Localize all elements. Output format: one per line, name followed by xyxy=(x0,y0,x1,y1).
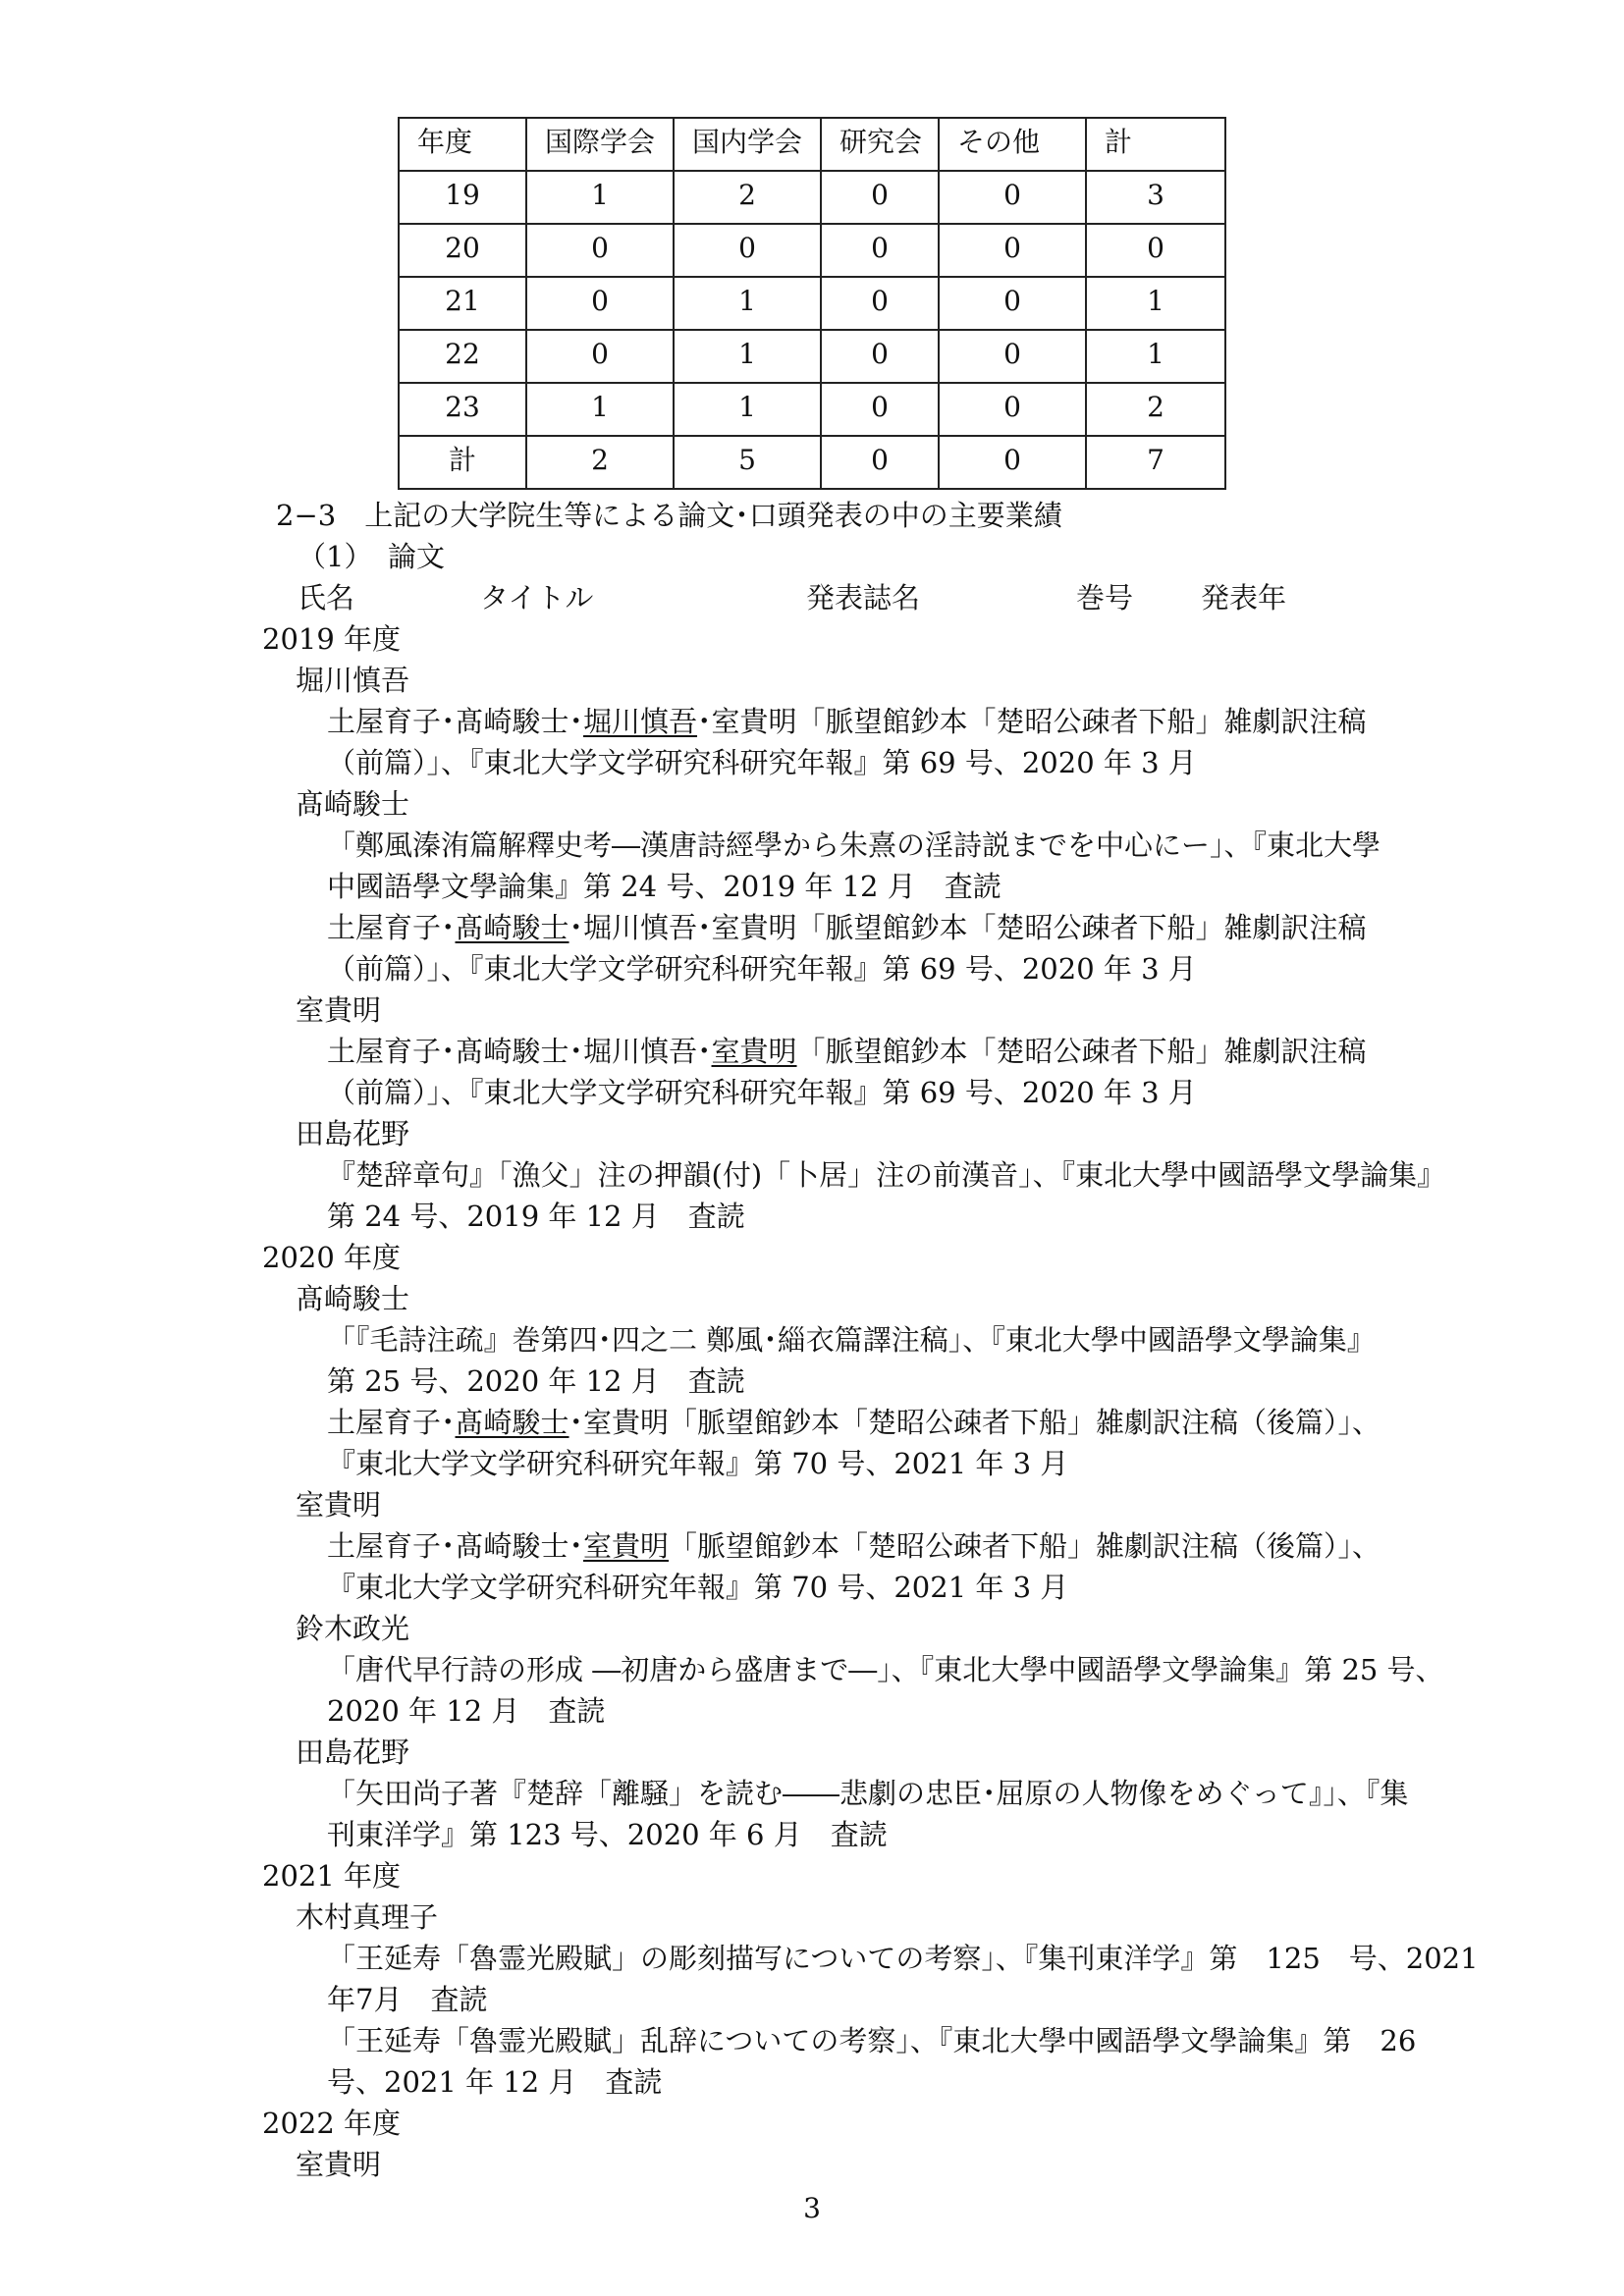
paper-entry: 「唐代早行詩の形成 ―初唐から盛唐まで―」、『東北大學中國語學文學論集』第 25 号、 xyxy=(327,1653,1444,1686)
table-row xyxy=(399,383,1225,436)
count-cell: 1 xyxy=(674,277,821,330)
author-underline: 髙崎駿士 xyxy=(455,911,569,944)
count-cell: 0 xyxy=(821,383,939,436)
author-underline: 室貴明 xyxy=(711,1035,797,1068)
paper-entry: 土屋育子･髙崎駿士･室貴明「脈望館鈔本「楚昭公疎者下船」雑劇訳注稿（後篇）」、 xyxy=(327,1406,1381,1439)
table-row xyxy=(399,277,1225,330)
count-cell: 0 xyxy=(674,224,821,277)
paper-entry: 土屋育子･髙崎駿士･室貴明「脈望館鈔本「楚昭公疎者下船」雑劇訳注稿（後篇）」、 xyxy=(327,1529,1381,1563)
author-name: 室貴明 xyxy=(296,993,382,1027)
paper-entry-cont: （前篇）」、『東北大学文学研究科研究年報』第 69 号、2020 年 3 月 xyxy=(327,952,1197,986)
col-journal: 発表誌名 xyxy=(806,581,921,614)
count-cell: 0 xyxy=(821,277,939,330)
count-cell: 0 xyxy=(821,171,939,224)
paper-entry: 「鄭風溱洧篇解釋史考―漢唐詩經學から朱熹の淫詩説までを中心にー」、『東北大學 xyxy=(327,828,1381,862)
subsection-heading xyxy=(0,536,1624,577)
count-cell: 5 xyxy=(674,436,821,489)
paper-entry: 土屋育子･髙崎駿士･堀川慎吾･室貴明「脈望館鈔本「楚昭公疎者下船」雑劇訳注稿 xyxy=(327,911,1367,944)
col-title: タイトル xyxy=(480,581,594,614)
count-cell: 1 xyxy=(1086,277,1225,330)
author-name: 堀川慎吾 xyxy=(296,664,410,697)
paper-entry: 「『毛詩注疏』巻第四･四之二 鄭風･緇衣篇譯注稿」、『東北大學中國語學文學論集』 xyxy=(327,1323,1376,1357)
count-cell: 0 xyxy=(939,436,1086,489)
subsection-label: 論文 xyxy=(388,540,446,573)
paper-entry: 土屋育子･髙崎駿士･堀川慎吾･室貴明「脈望館鈔本「楚昭公疎者下船」雑劇訳注稿 xyxy=(327,1035,1367,1068)
paper-entry-cont: 2020 年 12 月 査読 xyxy=(327,1694,606,1728)
count-cell: 1 xyxy=(526,383,674,436)
paper-entry-cont: （前篇）」、『東北大学文学研究科研究年報』第 69 号、2020 年 3 月 xyxy=(327,1076,1197,1109)
count-cell: 0 xyxy=(526,277,674,330)
year-heading: 2020 年度 xyxy=(262,1241,402,1274)
year-cell: 計 xyxy=(399,436,526,489)
author-name: 室貴明 xyxy=(296,2148,382,2181)
paper-entry-cont: 年7月 査読 xyxy=(327,1983,488,2016)
count-cell: 0 xyxy=(526,330,674,383)
author-name: 木村真理子 xyxy=(296,1900,439,1934)
author-underline: 堀川慎吾 xyxy=(583,705,698,738)
count-cell: 1 xyxy=(674,330,821,383)
col-year: 発表年 xyxy=(1201,581,1287,614)
count-cell: 1 xyxy=(674,383,821,436)
count-cell: 2 xyxy=(526,436,674,489)
year-cell: 23 xyxy=(399,383,526,436)
paper-entry-cont: 中國語學文學論集』第 24 号、2019 年 12 月 査読 xyxy=(327,870,1001,903)
count-cell: 0 xyxy=(939,224,1086,277)
main-content xyxy=(0,495,1624,2185)
table-header-row xyxy=(399,118,1225,171)
presentation-count-table xyxy=(398,117,1226,490)
subsection-number: （1） xyxy=(298,540,373,573)
table-row xyxy=(399,171,1225,224)
count-cell: 1 xyxy=(1086,330,1225,383)
paper-entry-cont: 『東北大学文学研究科研究年報』第 70 号、2021 年 3 月 xyxy=(327,1571,1069,1604)
section-title: 2−3 上記の大学院生等による論文･口頭発表の中の主要業績 xyxy=(276,499,1062,532)
count-cell: 1 xyxy=(526,171,674,224)
count-cell: 0 xyxy=(526,224,674,277)
table-header-cell: 年度 xyxy=(399,118,526,171)
count-cell: 0 xyxy=(821,436,939,489)
count-cell: 2 xyxy=(674,171,821,224)
count-cell: 0 xyxy=(939,277,1086,330)
count-cell: 0 xyxy=(821,224,939,277)
paper-entry-cont: 第 25 号、2020 年 12 月 査読 xyxy=(327,1364,745,1398)
author-name: 室貴明 xyxy=(296,1488,382,1522)
table-row xyxy=(399,330,1225,383)
paper-entry: 土屋育子･髙崎駿士･堀川慎吾･室貴明「脈望館鈔本「楚昭公疎者下船」雑劇訳注稿 xyxy=(327,705,1367,738)
author-underline: 室貴明 xyxy=(583,1529,670,1563)
table-header-cell: 国内学会 xyxy=(674,118,821,171)
paper-entry-cont: 『東北大学文学研究科研究年報』第 70 号、2021 年 3 月 xyxy=(327,1447,1069,1480)
count-cell: 0 xyxy=(939,383,1086,436)
year-cell: 21 xyxy=(399,277,526,330)
year-heading: 2021 年度 xyxy=(262,1859,402,1893)
col-volume: 巻号 xyxy=(1076,581,1134,614)
count-cell: 0 xyxy=(821,330,939,383)
page-number: 3 xyxy=(803,2192,821,2224)
table-header-cell: 計 xyxy=(1086,118,1225,171)
paper-entry-cont: 号、2021 年 12 月 査読 xyxy=(327,2065,663,2099)
paper-entry: 『楚辞章句』「漁父」注の押韻(付)「卜居」注の前漢音」、『東北大學中國語學文學論集』 xyxy=(327,1158,1446,1192)
count-cell: 0 xyxy=(1086,224,1225,277)
paper-entry: 「王延寿「魯霊光殿賦」乱辞についての考察」、『東北大學中國語學文學論集』第 26 xyxy=(327,2024,1417,2057)
paper-entry-cont: 刊東洋学』第 123 号、2020 年 6 月 査読 xyxy=(327,1818,888,1851)
year-cell: 22 xyxy=(399,330,526,383)
author-underline: 髙崎駿士 xyxy=(455,1406,569,1439)
table-header-cell: 研究会 xyxy=(821,118,939,171)
author-name: 髙崎駿士 xyxy=(296,787,410,821)
author-name: 髙崎駿士 xyxy=(296,1282,410,1315)
year-heading: 2019 年度 xyxy=(262,622,402,656)
count-cell: 3 xyxy=(1086,171,1225,224)
table-row xyxy=(399,224,1225,277)
paper-entry: 「王延寿「魯霊光殿賦」の彫刻描写についての考察」、『集刊東洋学』第 125 号、2021 xyxy=(327,1942,1479,1975)
table-header-cell: その他 xyxy=(939,118,1086,171)
count-cell: 2 xyxy=(1086,383,1225,436)
count-cell: 0 xyxy=(939,330,1086,383)
count-cell: 0 xyxy=(939,171,1086,224)
paper-entry-cont: （前篇）」、『東北大学文学研究科研究年報』第 69 号、2020 年 3 月 xyxy=(327,746,1197,779)
year-heading: 2022 年度 xyxy=(262,2107,402,2140)
year-cell: 20 xyxy=(399,224,526,277)
col-name: 氏名 xyxy=(298,581,355,614)
table-row xyxy=(399,436,1225,489)
paper-entry: 「矢田尚子著『楚辞「離騒」を読む――悲劇の忠臣･屈原の人物像をめぐって』」、『集 xyxy=(327,1777,1409,1810)
year-cell: 19 xyxy=(399,171,526,224)
paper-entry-cont: 第 24 号、2019 年 12 月 査読 xyxy=(327,1200,745,1233)
table-header-cell: 国際学会 xyxy=(526,118,674,171)
author-name: 田島花野 xyxy=(296,1117,410,1150)
author-name: 田島花野 xyxy=(296,1735,410,1769)
count-cell: 7 xyxy=(1086,436,1225,489)
author-name: 鈴木政光 xyxy=(296,1612,410,1645)
column-headings xyxy=(0,577,1624,618)
